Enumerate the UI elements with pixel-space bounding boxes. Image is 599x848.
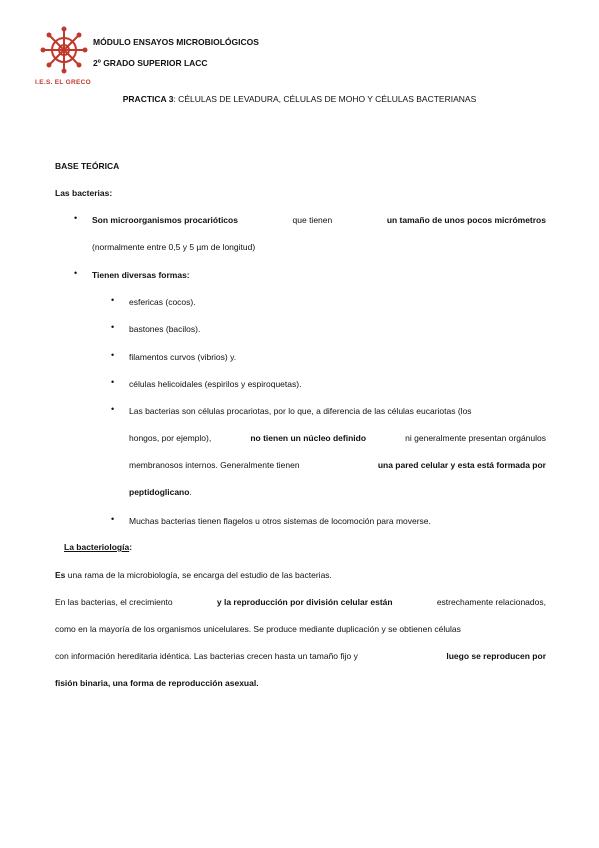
paragraph-2-line-3: [55, 651, 546, 661]
paragraph-2-line-2: [55, 624, 546, 634]
bullet-dot: •: [74, 268, 78, 278]
bold-text: un tamaño de unos pocos micrómetros: [386, 215, 546, 225]
sub-bullet-dot: •: [111, 350, 115, 360]
paragraph-2-line-4: fisión binaria, una forma de reproducción asexual.: [55, 678, 259, 688]
long-item-line-1: [129, 406, 546, 416]
text: como en la mayoría de los organismos unicelulares. Se produce mediante duplicación y se obtienen células: [55, 624, 461, 634]
sub-item-3: filamentos curvos (vibrios) y.: [129, 352, 237, 362]
bold-text: no tienen un núcleo definido: [250, 433, 367, 443]
module-title: MÓDULO ENSAYOS MICROBIOLÓGICOS: [93, 37, 259, 47]
long-item-line-3: [129, 460, 546, 470]
sub-item-2: bastones (bacilos).: [129, 324, 201, 334]
sub-item-4: células helicoidales (espirilos y espiroquetas).: [129, 379, 302, 389]
practice-subject: : CÉLULAS DE LEVADURA, CÉLULAS DE MOHO Y CÉLULAS BACTERIANAS: [173, 94, 477, 104]
bullet-1-line-2: (normalmente entre 0,5 y 5 µm de longitud): [92, 242, 256, 252]
text: .: [189, 487, 192, 497]
bold-text: una pared celular y esta está formada por: [377, 460, 546, 470]
sub-bullet-dot: •: [111, 514, 115, 524]
text: una rama de la microbiología, se encarga del estudio de las bacterias.: [67, 570, 332, 580]
bold-text: peptidoglicano: [129, 487, 190, 497]
sub-bullet-dot: •: [111, 377, 115, 387]
bold-text: Son microorganismos procarióticos: [92, 215, 238, 225]
underlined-heading: La bacteriología: [64, 542, 130, 552]
subheading-bacterias: Las bacterias:: [55, 188, 113, 198]
text: En las bacterias, el crecimiento: [55, 597, 173, 607]
text: membranosos internos. Generalmente tienen: [129, 460, 300, 470]
paragraph-2-line-1: [55, 597, 546, 607]
bullet-1-line-1: [92, 215, 546, 225]
bold-text: y la reproducción por división celular están: [216, 597, 393, 607]
practice-title: [0, 94, 599, 104]
section-heading-base: BASE TEÓRICA: [55, 161, 120, 171]
section-heading-bacteriologia: [64, 542, 132, 552]
bullet-dot: •: [74, 213, 78, 223]
bold-text: luego se reproducen por: [446, 651, 546, 661]
sub-bullet-dot: •: [111, 322, 115, 332]
sub-bullet-dot: •: [111, 295, 115, 305]
last-item: Muchas bacterias tienen flagelos u otros sistemas de locomoción para moverse.: [129, 516, 431, 526]
text: Las bacterias son células procariotas, por lo que, a diferencia de las células eucariotas (los: [129, 406, 472, 416]
logo-caption: I.E.S. EL GRECO: [34, 79, 92, 86]
long-item-line-4: [129, 487, 192, 497]
long-item-line-2: [129, 433, 546, 443]
bullet-2: Tienen diversas formas:: [92, 270, 190, 280]
text: que tienen: [292, 215, 333, 225]
school-logo: [30, 24, 98, 76]
text: estrechamente relacionados,: [436, 597, 546, 607]
colon: :: [129, 542, 133, 552]
sub-bullet-dot: •: [111, 404, 115, 414]
text: ni generalmente presentan orgánulos: [405, 433, 546, 443]
paragraph-1: [55, 570, 332, 580]
text: hongos, por ejemplo),: [129, 433, 212, 443]
bold-text: Es: [55, 570, 66, 580]
course-title: 2º GRADO SUPERIOR LACC: [93, 58, 208, 68]
text: con información hereditaria idéntica. Las bacterias crecen hasta un tamaño fijo y: [55, 651, 358, 661]
practice-number: PRACTICA 3: [122, 94, 174, 104]
sub-item-1: esfericas (cocos).: [129, 297, 196, 307]
